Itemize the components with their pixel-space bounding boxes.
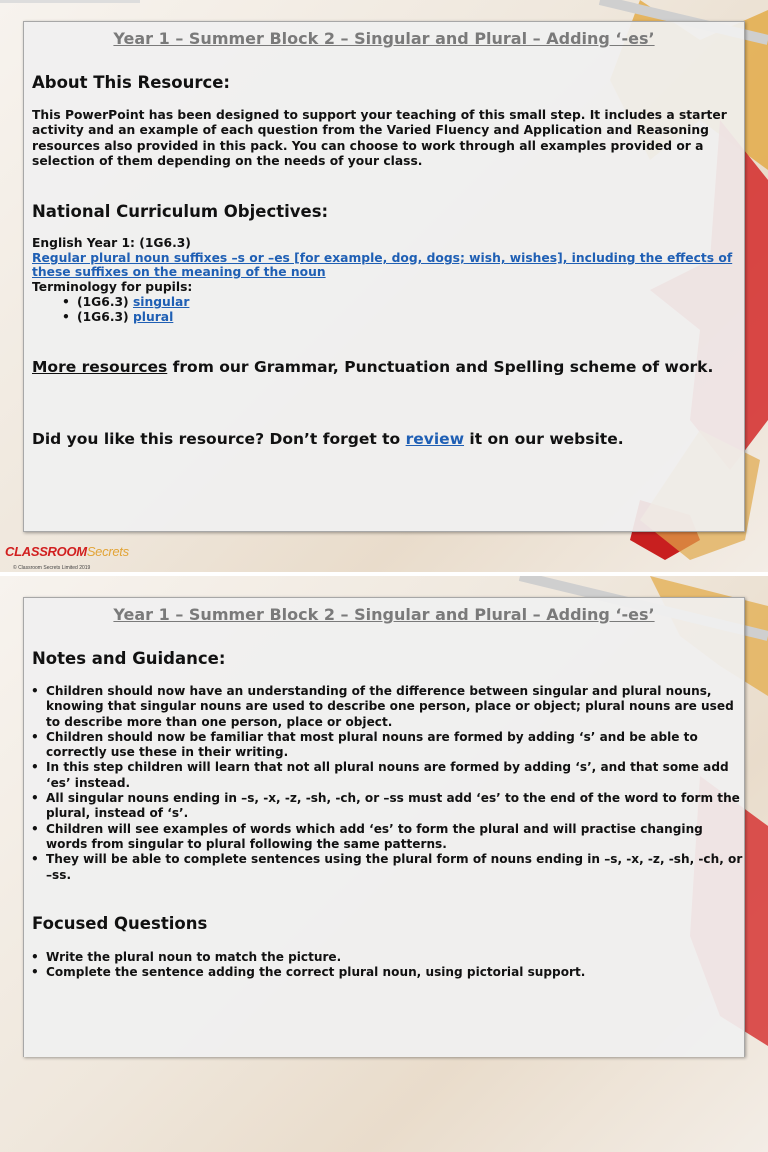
terminology-label: Terminology for pupils: (32, 280, 193, 294)
list-item (31, 684, 743, 730)
more-resources-link[interactable]: More resources (32, 358, 168, 376)
about-heading: About This Resource: (32, 73, 231, 92)
bullet-icon: • (62, 310, 70, 325)
slide-title: Year 1 – Summer Block 2 – Singular and Plural – Adding ‘-es’ (113, 29, 655, 48)
review-link[interactable]: review (405, 430, 465, 448)
notes-heading: Notes and Guidance: (32, 649, 226, 668)
review-text (32, 429, 738, 450)
more-resources-rest: from our Grammar, Punctuation and Spelling scheme of work. (167, 358, 714, 376)
list-item (31, 730, 743, 761)
content-panel (23, 597, 745, 1057)
term-code: (1G6.3) (77, 295, 129, 309)
objective-code: English Year 1: (1G6.3) (32, 236, 191, 250)
bullet-icon: • (31, 852, 39, 867)
content-panel (23, 21, 745, 532)
objective-link[interactable]: Regular plural noun suffixes –s or –es [for example, dog, dogs; wish, wishes], including the effects of these suffixes on the meaning of the noun (32, 251, 733, 279)
term-link-plural[interactable]: plural (132, 310, 174, 325)
terminology-list (62, 295, 189, 326)
bullet-icon: • (31, 760, 39, 775)
question-text: Write the plural noun to match the picture. (46, 950, 342, 964)
note-text: Children should now be familiar that most plural nouns are formed by adding ‘s’ and be able to correctly use these in their writing. (46, 729, 698, 760)
objective-link-wrap (32, 251, 738, 279)
list-item (31, 822, 743, 853)
questions-list (31, 950, 743, 981)
bullet-icon: • (31, 729, 39, 744)
logo-word-secrets: Secrets (86, 544, 129, 559)
questions-heading: Focused Questions (32, 914, 208, 933)
about-text: This PowerPoint has been designed to support your teaching of this small step. It includes a starter activity and an example of each question from the Varied Fluency and Application and Reasoning resources also provided in this pack. You can choose to work through all examples provided or a selection of them depending on the needs of your class. (32, 108, 727, 169)
list-item (62, 295, 189, 310)
note-text: Children will see examples of words which add ‘es’ to form the plural and will practise changing words from singular to plural following the same patterns. (46, 821, 703, 851)
list-item (31, 852, 743, 883)
copyright-text: © Classroom Secrets Limited 2019 (13, 565, 91, 571)
question-text: Complete the sentence adding the correct plural noun, using pictorial support. (46, 965, 586, 980)
bullet-icon: • (31, 950, 39, 964)
list-item (62, 310, 189, 325)
term-link-singular[interactable]: singular (132, 295, 190, 309)
bullet-icon: • (62, 295, 70, 309)
slide-title: Year 1 – Summer Block 2 – Singular and Plural – Adding ‘-es’ (113, 605, 655, 624)
slide-2 (0, 576, 768, 1152)
list-item (31, 965, 743, 980)
bullet-icon: • (31, 965, 39, 980)
more-resources-text (32, 357, 738, 378)
bullet-icon: • (31, 791, 39, 806)
notes-list (31, 684, 743, 883)
list-item (31, 950, 743, 965)
note-text: Children should now have an understanding of the difference between singular and plural nouns, knowing that singular nouns are used to describe one person, place or object; plural nouns are used to describe more than one person, place or object. (46, 684, 734, 729)
logo-word-classroom: CLASSROOM (5, 544, 87, 559)
objectives-heading: National Curriculum Objectives: (32, 202, 329, 221)
list-item (31, 791, 743, 822)
review-before: Did you like this resource? Don’t forget to (32, 430, 406, 448)
note-text: They will be able to complete sentences using the plural form of nouns ending in –s, -x, -z, -sh, -ch, or –ss. (46, 852, 743, 882)
bullet-icon: • (31, 684, 39, 698)
note-text: In this step children will learn that not all plural nouns are formed by adding ‘s’, and that some add ‘es’ instead. (46, 760, 729, 790)
bullet-icon: • (31, 821, 39, 836)
list-item (31, 760, 743, 791)
term-code: (1G6.3) (77, 310, 129, 325)
note-text: All singular nouns ending in –s, -x, -z, -sh, -ch, or –ss must add ‘es’ to the end of the word to form the plural, instead of ‘s’. (46, 791, 740, 821)
review-after: it on our website. (464, 430, 624, 448)
classroom-secrets-logo (5, 541, 129, 565)
